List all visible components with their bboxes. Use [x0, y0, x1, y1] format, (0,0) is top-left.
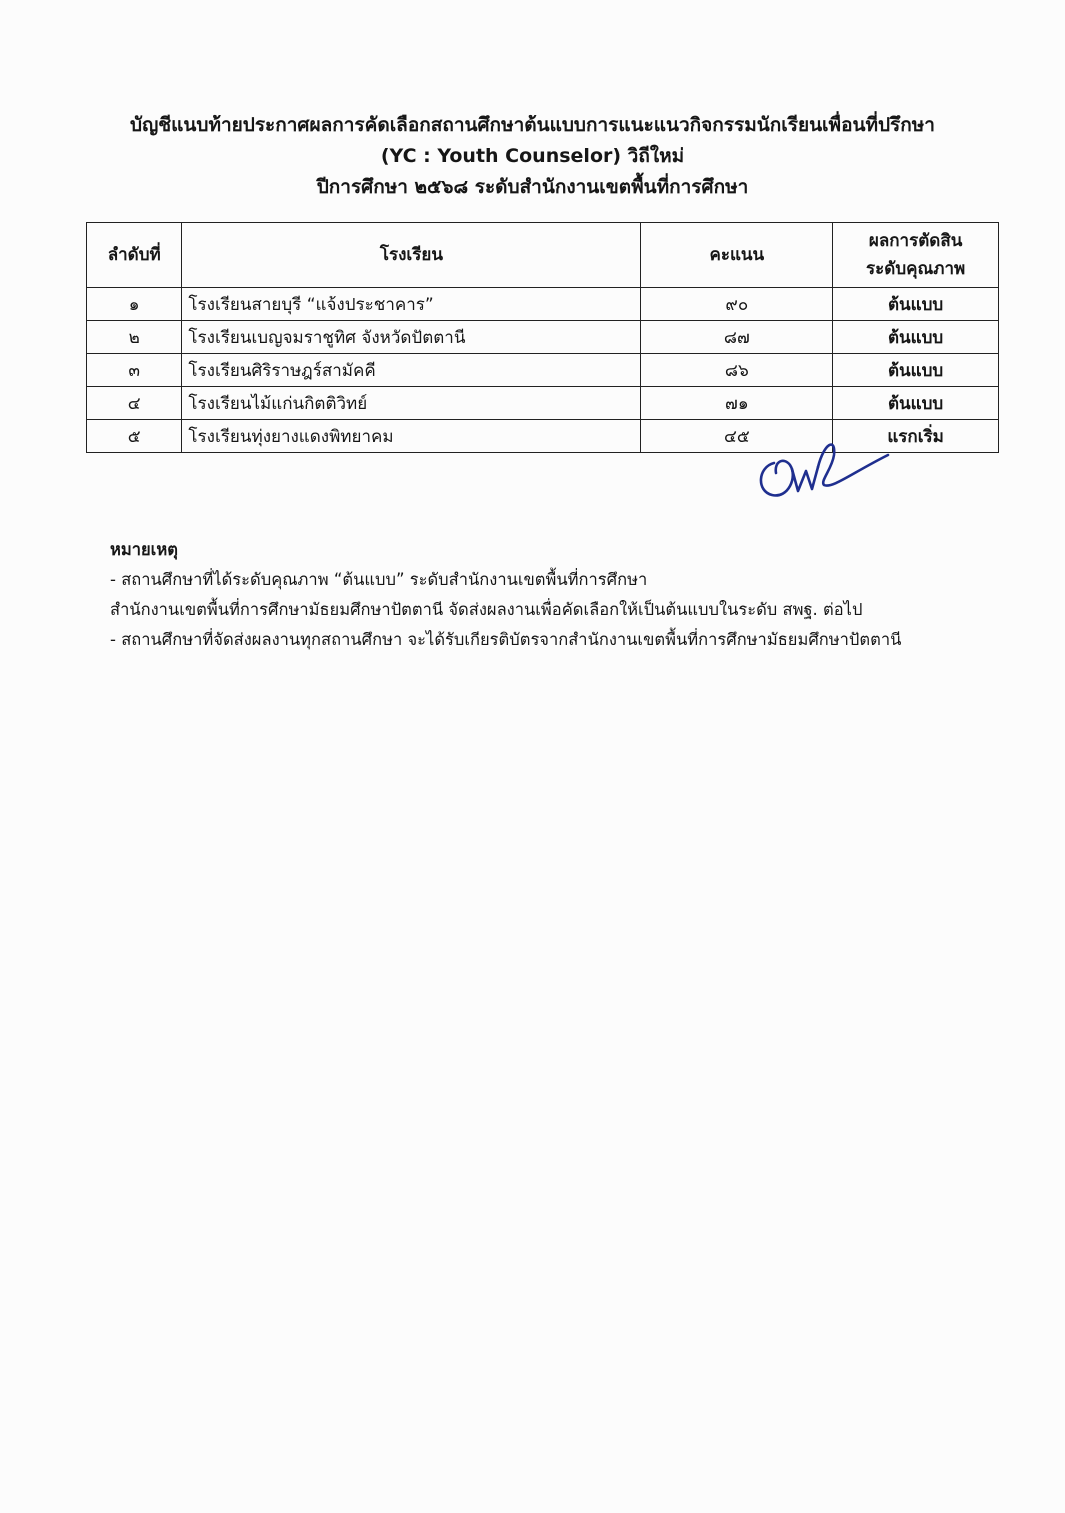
- results-table: [86, 222, 999, 453]
- row-result: แรกเริ่ม: [833, 420, 999, 453]
- row-school: โรงเรียนทุ่งยางแดงพิทยาคม: [182, 420, 641, 453]
- header-score: คะแนน: [641, 223, 833, 288]
- row-no: ๒: [87, 321, 182, 354]
- document-header: [0, 110, 1065, 203]
- header-title-line1: บัญชีแนบท้ายประกาศผลการคัดเลือกสถานศึกษาต้นแบบการแนะแนวกิจกรรมนักเรียนเพื่อนที่ปรึกษา: [130, 114, 935, 136]
- row-no: ๔: [87, 387, 182, 420]
- row-school: โรงเรียนสายบุรี “แจ้งประชาคาร”: [182, 288, 641, 321]
- notes-section: [110, 535, 901, 655]
- row-score: ๘๖: [641, 354, 833, 387]
- header-result-line2: ระดับคุณภาพ: [866, 259, 966, 279]
- row-result: ต้นแบบ: [833, 288, 999, 321]
- row-score: ๗๑: [641, 387, 833, 420]
- header-no: ลำดับที่: [87, 223, 182, 288]
- notes-line: - สถานศึกษาที่จัดส่งผลงานทุกสถานศึกษา จะได้รับเกียรติบัตรจากสำนักงานเขตพื้นที่การศึกษามัธยมศึกษาปัตตานี: [110, 630, 902, 649]
- row-school: โรงเรียนเบญจมราชูทิศ จังหวัดปัตตานี: [182, 321, 641, 354]
- row-result: ต้นแบบ: [833, 354, 999, 387]
- row-score: ๙๐: [641, 288, 833, 321]
- row-no: ๑: [87, 288, 182, 321]
- notes-line: - สถานศึกษาที่ได้ระดับคุณภาพ “ต้นแบบ” ระดับสำนักงานเขตพื้นที่การศึกษา: [110, 570, 648, 589]
- header-result-line1: ผลการตัดสิน: [868, 231, 963, 251]
- row-result: ต้นแบบ: [833, 321, 999, 354]
- row-score: ๘๗: [641, 321, 833, 354]
- table-row: [87, 288, 999, 321]
- row-result: ต้นแบบ: [833, 387, 999, 420]
- row-score: ๔๕: [641, 420, 833, 453]
- handwritten-signature: [752, 433, 892, 503]
- header-title-line3: ปีการศึกษา ๒๕๖๘ ระดับสำนักงานเขตพื้นที่การศึกษา: [316, 176, 749, 198]
- header-title-line2: (YC : Youth Counselor) วิถีใหม่: [380, 145, 685, 167]
- table-header-row: [87, 223, 999, 288]
- row-school: โรงเรียนไม้แก่นกิตติวิทย์: [182, 387, 641, 420]
- row-school: โรงเรียนศิริราษฎร์สามัคคี: [182, 354, 641, 387]
- row-no: ๕: [87, 420, 182, 453]
- notes-line: สำนักงานเขตพื้นที่การศึกษามัธยมศึกษาปัตตานี จัดส่งผลงานเพื่อคัดเลือกให้เป็นต้นแบบในระดับ สพฐ. ต่อไป: [110, 600, 863, 619]
- table-row: [87, 321, 999, 354]
- header-result: [833, 223, 999, 288]
- header-school: โรงเรียน: [182, 223, 641, 288]
- table-row: [87, 387, 999, 420]
- table-row: [87, 354, 999, 387]
- notes-title: หมายเหตุ: [110, 540, 178, 559]
- row-no: ๓: [87, 354, 182, 387]
